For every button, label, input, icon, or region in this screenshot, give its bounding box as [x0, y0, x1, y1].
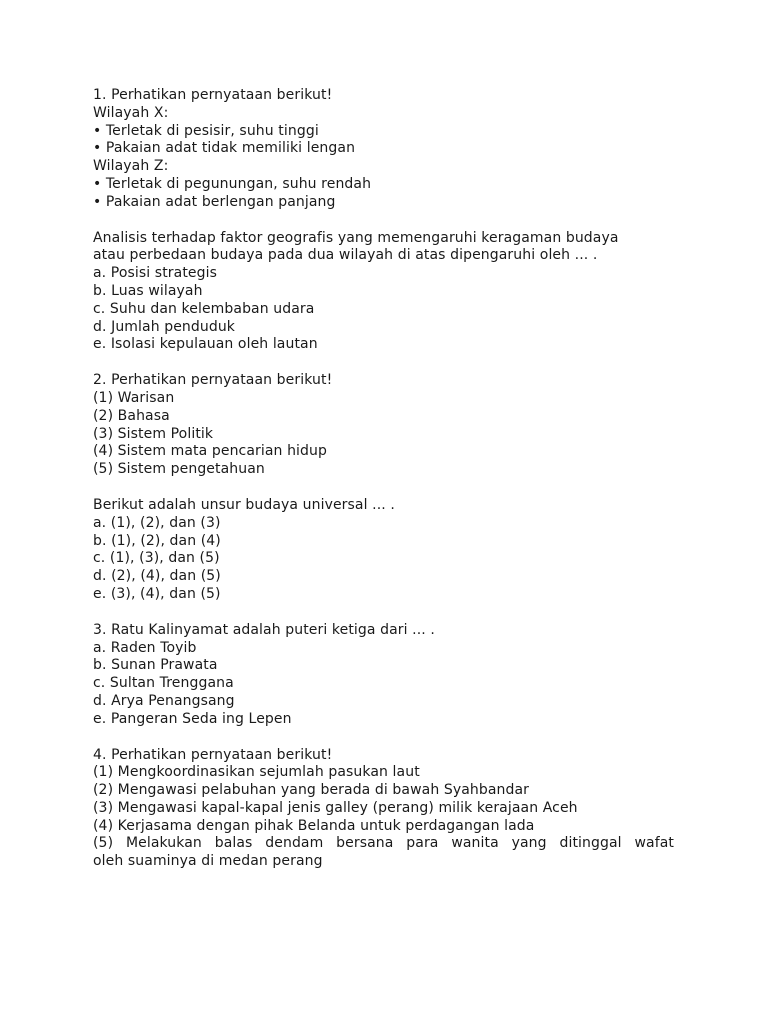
- question-4-title: 4. Perhatikan pernyataan berikut!: [93, 746, 333, 763]
- question-1: [93, 87, 674, 354]
- q4-statement-4: (4) Kerjasama dengan pihak Belanda untuk perdagangan lada: [93, 817, 535, 834]
- q4-statement-5: (5) Melakukan balas dendam bersana para wanita yang ditinggal wafat: [93, 835, 674, 852]
- question-2-option-a: a. (1), (2), dan (3): [93, 514, 221, 531]
- q4-statement-3: (3) Mengawasi kapal-kapal jenis galley (perang) milik kerajaan Aceh: [93, 799, 578, 816]
- region-z-label: Wilayah Z:: [93, 158, 169, 175]
- question-3-option-e: e. Pangeran Seda ing Lepen: [93, 710, 292, 727]
- question-2-option-c: c. (1), (3), dan (5): [93, 550, 220, 567]
- question-3-option-c: c. Sultan Trenggana: [93, 675, 234, 692]
- question-2-option-b: b. (1), (2), dan (4): [93, 532, 221, 549]
- question-2-option-e: e. (3), (4), dan (5): [93, 585, 221, 602]
- region-x-point-2: • Pakaian adat tidak memiliki lengan: [93, 140, 356, 157]
- question-1-option-b: b. Luas wilayah: [93, 282, 203, 299]
- question-2-option-d: d. (2), (4), dan (5): [93, 568, 221, 585]
- q4-statement-1: (1) Mengkoordinasikan sejumlah pasukan laut: [93, 764, 420, 781]
- question-1-option-e: e. Isolasi kepulauan oleh lautan: [93, 336, 318, 353]
- question-1-title: 1. Perhatikan pernyataan berikut!: [93, 87, 333, 103]
- question-2-title: 2. Perhatikan pernyataan berikut!: [93, 372, 333, 389]
- question-3-option-a: a. Raden Toyib: [93, 639, 197, 656]
- q4-statement-2: (2) Mengawasi pelabuhan yang berada di bawah Syahbandar: [93, 782, 530, 799]
- statement-4: (4) Sistem mata pencarian hidup: [93, 443, 327, 460]
- question-1-option-c: c. Suhu dan kelembaban udara: [93, 300, 315, 317]
- question-1-option-a: a. Posisi strategis: [93, 265, 217, 282]
- question-2: [93, 372, 674, 604]
- q4-statement-5-continued: oleh suaminya di medan perang: [93, 853, 323, 870]
- statement-5: (5) Sistem pengetahuan: [93, 461, 265, 478]
- region-z-point-1: • Terletak di pegunungan, suhu rendah: [93, 175, 372, 192]
- statement-3: (3) Sistem Politik: [93, 425, 214, 442]
- question-4: [93, 747, 674, 872]
- question-3-option-b: b. Sunan Prawata: [93, 657, 218, 674]
- question-1-stem-line-2: atau perbedaan budaya pada dua wilayah di atas dipengaruhi oleh ... .: [93, 247, 598, 264]
- question-1-stem-line-1: Analisis terhadap faktor geografis yang memengaruhi keragaman budaya: [93, 229, 619, 246]
- question-3-title: 3. Ratu Kalinyamat adalah puteri ketiga dari ... .: [93, 621, 435, 638]
- statement-2: (2) Bahasa: [93, 407, 170, 424]
- region-z-point-2: • Pakaian adat berlengan panjang: [93, 193, 336, 210]
- question-1-option-d: d. Jumlah penduduk: [93, 318, 236, 335]
- region-x-label: Wilayah X:: [93, 104, 169, 121]
- region-x-point-1: • Terletak di pesisir, suhu tinggi: [93, 122, 319, 139]
- question-2-stem: Berikut adalah unsur budaya universal ... .: [93, 496, 395, 513]
- question-3: [93, 622, 674, 729]
- question-3-option-d: d. Arya Penangsang: [93, 692, 235, 709]
- statement-1: (1) Warisan: [93, 389, 175, 406]
